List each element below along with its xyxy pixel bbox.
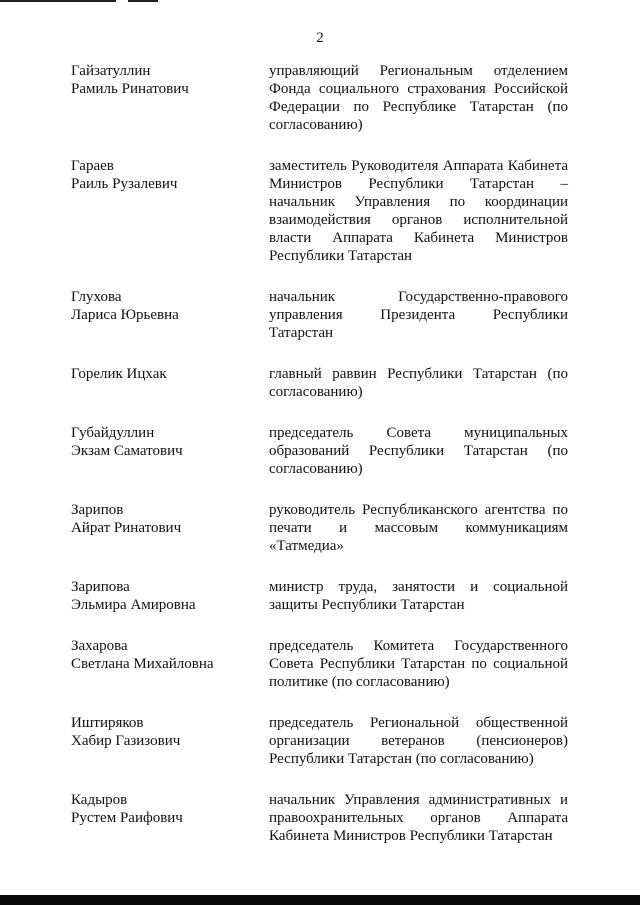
page-number: 2 — [316, 30, 324, 46]
person-name — [71, 578, 269, 614]
scan-top-marks — [0, 0, 640, 8]
given-names: Рамиль Ринатович — [71, 81, 189, 97]
surname: Гараев — [71, 158, 114, 174]
given-names: Экзам Саматович — [71, 443, 183, 459]
position: руководитель Республиканского агентства по печати и массовым коммуникациям «Татмедиа» — [269, 502, 568, 554]
given-names: Хабир Газизович — [71, 733, 181, 749]
list-item — [71, 365, 568, 401]
person-name — [71, 714, 269, 768]
list-item — [71, 714, 568, 768]
member-list — [71, 62, 568, 868]
list-item — [71, 62, 568, 134]
position: заместитель Руководителя Аппарата Кабинета Министров Республики Татарстан – начальник Управления по координации взаимодействия органов исполнительной власти Аппарата Кабинета Министров Республики Татарстан — [269, 158, 568, 264]
given-names: Светлана Михайловна — [71, 656, 214, 672]
person-name — [71, 791, 269, 845]
person-name — [71, 501, 269, 555]
position: начальник Государственно-правового управления Президента Республики Татарстан — [269, 289, 568, 341]
person-name — [71, 424, 269, 478]
list-item — [71, 637, 568, 691]
scan-mark — [0, 0, 116, 2]
person-name — [71, 637, 269, 691]
person-name — [71, 365, 269, 401]
list-item — [71, 288, 568, 342]
list-item — [71, 157, 568, 265]
given-names: Эльмира Амировна — [71, 597, 196, 613]
position: министр труда, занятости и социальной защиты Республики Татарстан — [269, 579, 568, 613]
person-name — [71, 157, 269, 265]
position: председатель Региональной общественной организации ветеранов (пенсионеров) Республики Татарстан (по согласованию) — [269, 715, 568, 767]
person-name — [71, 62, 269, 134]
list-item — [71, 578, 568, 614]
person-name — [71, 288, 269, 342]
list-item — [71, 791, 568, 845]
position: управляющий Региональным отделением Фонда социального страхования Российской Федерации по Республике Татарстан (по согласованию) — [269, 63, 568, 133]
surname: Губайдуллин — [71, 425, 155, 441]
position: председатель Совета муниципальных образований Республики Татарстан (по согласованию) — [269, 425, 568, 477]
list-item — [71, 501, 568, 555]
given-names: Рустем Раифович — [71, 810, 183, 826]
position: председатель Комитета Государственного Совета Республики Татарстан по социальной политике (по согласованию) — [269, 638, 568, 690]
given-names: Раиль Рузалевич — [71, 176, 178, 192]
surname: Захарова — [71, 638, 128, 654]
position: начальник Управления административных и правоохранительных органов Аппарата Кабинета Министров Республики Татарстан — [269, 792, 568, 844]
position: главный раввин Республики Татарстан (по согласованию) — [269, 366, 568, 400]
surname: Зарипова — [71, 579, 130, 595]
surname: Гайзатуллин — [71, 63, 151, 79]
surname: Кадыров — [71, 792, 128, 808]
surname: Глухова — [71, 289, 122, 305]
given-names: Лариса Юрьевна — [71, 307, 179, 323]
scan-bottom-edge — [0, 895, 640, 905]
list-item — [71, 424, 568, 478]
scan-mark — [128, 0, 158, 2]
surname: Иштиряков — [71, 715, 144, 731]
surname: Горелик Ицхак — [71, 366, 167, 382]
given-names: Айрат Ринатович — [71, 520, 182, 536]
surname: Зарипов — [71, 502, 124, 518]
